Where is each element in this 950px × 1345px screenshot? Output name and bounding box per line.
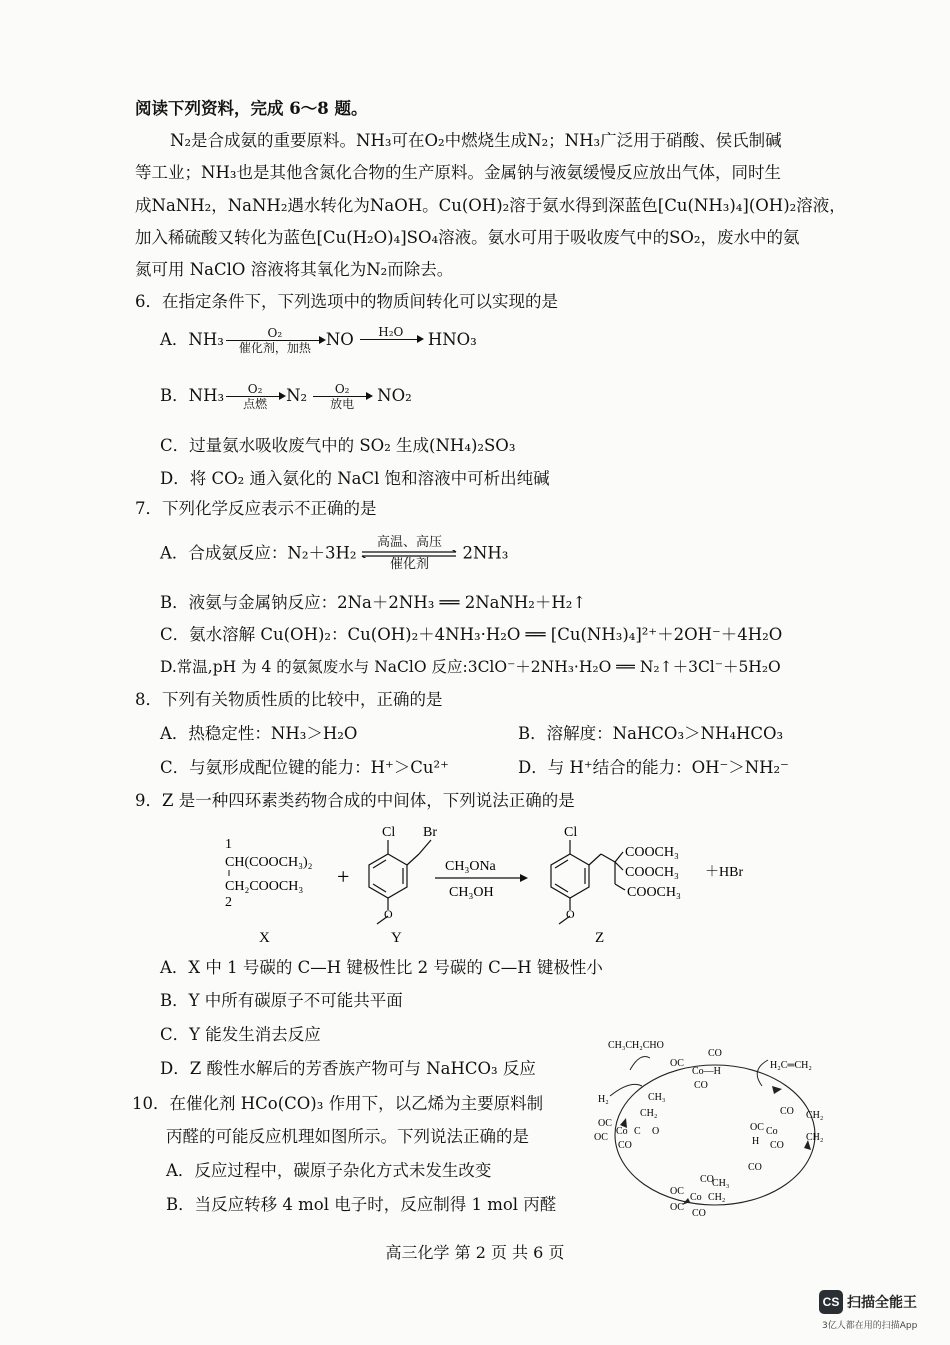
- camscanner-logo-icon: CS: [819, 1290, 843, 1314]
- camscanner-brand-name: 扫描全能王: [847, 1295, 917, 1311]
- page-footer: 高三化学 第 2 页 共 6 页: [385, 1243, 565, 1262]
- passage-line-1: N₂是合成氨的重要原料。NH₃可在O₂中燃烧生成N₂；NH₃广泛用于硝酸、侯氏制碱: [170, 131, 782, 150]
- svg-text:CO: CO: [748, 1162, 762, 1173]
- svg-text:C: C: [634, 1126, 641, 1137]
- passage-line-2: 等工业；NH₃也是其他含氮化合物的生产原料。金属钠与液氨缓慢反应放出气体，同时生: [135, 163, 781, 182]
- y-cl: Cl: [382, 825, 396, 840]
- q7-option-b: B．液氨与金属钠反应：2Na＋2NH₃ ══ 2NaNH₂＋H₂↑: [160, 593, 587, 612]
- svg-text:CH₂: CH₂: [806, 1110, 824, 1121]
- q8-option-c: C．与氨形成配位键的能力：H⁺＞Cu²⁺: [160, 758, 449, 777]
- svg-text:CO: CO: [708, 1048, 722, 1059]
- svg-text:Co: Co: [766, 1126, 778, 1137]
- svg-text:CO: CO: [700, 1174, 714, 1185]
- passage-line-4: 加入稀硫酸又转化为蓝色[Cu(H₂O)₄]SO₄溶液。氨水可用于吸收废气中的SO₂，废水中的氨: [135, 228, 800, 247]
- q7-option-d: D.常温,pH 为 4 的氨氮废水与 NaClO 反应:3ClO⁻＋2NH₃·H₂O ══ N₂↑＋3Cl⁻＋5H₂O: [160, 658, 781, 676]
- y-br: Br: [423, 825, 437, 840]
- z-ester-3: COOCH₃: [627, 885, 681, 900]
- q10-option-b: B．当反应转移 4 mol 电子时，反应制得 1 mol 丙醛: [166, 1195, 557, 1214]
- q8-option-b: B．溶解度：NaHCO₃＞NH₄HCO₃: [518, 724, 784, 743]
- plus-sign: +: [337, 864, 350, 889]
- q10-option-a: A．反应过程中，碳原子杂化方式未发生改变: [166, 1161, 492, 1180]
- svg-text:CH₃: CH₃: [712, 1178, 730, 1189]
- q6-option-b: B．NH₃ O₂ 点燃 N₂ O₂ 放电 NO₂: [160, 382, 412, 411]
- svg-text:OC: OC: [598, 1118, 612, 1129]
- q6-option-a: A．NH₃ O₂ 催化剂，加热 NO H₂O HNO₃: [160, 325, 477, 355]
- x-line-2: CH₂COOCH₃: [225, 879, 304, 894]
- q9-option-d: D．Z 酸性水解后的芳香族产物可与 NaHCO₃ 反应: [160, 1059, 536, 1078]
- q10-stem-1: 10．在催化剂 HCo(CO)₃ 作用下，以乙烯为主要原料制: [132, 1094, 544, 1113]
- x-number-1: 1: [225, 837, 232, 852]
- svg-text:CO: CO: [770, 1140, 784, 1151]
- q8-option-d: D．与 H⁺结合的能力：OH⁻＞NH₂⁻: [518, 758, 789, 777]
- q6-b-arrow2: O₂ 放电: [313, 382, 371, 411]
- q9-option-c: C．Y 能发生消去反应: [160, 1025, 321, 1044]
- q7-option-a: A．合成氨反应：N₂＋3H₂ 高温、高压 催化剂 2NH₃: [160, 535, 509, 572]
- q6-a-arrow2: H₂O: [360, 325, 422, 340]
- svg-text:H: H: [752, 1136, 760, 1147]
- q8-stem: 8．下列有关物质性质的比较中，正确的是: [135, 690, 443, 709]
- svg-text:Co: Co: [690, 1192, 702, 1203]
- camscanner-slogan: 3亿人都在用的扫描App: [822, 1321, 918, 1331]
- x-label: X: [259, 930, 270, 946]
- svg-text:O: O: [384, 907, 393, 921]
- q9-option-a: A．X 中 1 号碳的 C—H 键极性比 2 号碳的 C—H 键极性小: [160, 958, 603, 977]
- q6-b-arrow1: O₂ 点燃: [226, 382, 284, 411]
- svg-text:CH₂: CH₂: [708, 1192, 726, 1203]
- svg-text:O: O: [566, 907, 575, 921]
- svg-text:CO: CO: [618, 1140, 632, 1151]
- svg-text:CO: CO: [692, 1208, 706, 1219]
- q8-option-a: A．热稳定性：NH₃＞H₂O: [160, 724, 358, 743]
- svg-text:CO: CO: [780, 1106, 794, 1117]
- svg-text:CH₂: CH₂: [806, 1132, 824, 1143]
- q7-a-reversible-arrow: 高温、高压 催化剂: [360, 536, 458, 572]
- h2-label: H₂: [598, 1094, 609, 1105]
- q9-stem: 9．Z 是一种四环素类药物合成的中间体，下列说法正确的是: [135, 791, 575, 810]
- svg-text:OC: OC: [750, 1122, 764, 1133]
- q6-option-d: D．将 CO₂ 通入氨化的 NaCl 饱和溶液中可析出纯碱: [160, 469, 550, 488]
- y-label: Y: [391, 930, 402, 946]
- svg-text:O: O: [652, 1126, 660, 1137]
- q6-stem: 6．在指定条件下，下列选项中的物质间转化可以实现的是: [135, 292, 558, 311]
- x-line-1: CH(COOCH₃)₂: [225, 855, 313, 870]
- svg-text:CH₂: CH₂: [640, 1108, 658, 1119]
- z-ester-2: COOCH₃: [625, 865, 679, 880]
- reagent-top: CH₃ONa: [445, 859, 496, 874]
- catalytic-cycle-diagram: [590, 1030, 840, 1225]
- svg-text:CH₃: CH₃: [648, 1092, 666, 1103]
- z-hbr: ＋HBr: [705, 865, 744, 880]
- svg-text:OC: OC: [594, 1132, 608, 1143]
- passage-intro: 阅读下列资料，完成 6～8 题。: [135, 99, 368, 118]
- z-ester-1: COOCH₃: [625, 845, 679, 860]
- z-label: Z: [595, 930, 605, 946]
- svg-text:OC: OC: [670, 1202, 684, 1213]
- x-number-2: 2: [225, 895, 232, 910]
- q9-reaction-scheme: [195, 818, 775, 948]
- svg-text:Co—H: Co—H: [692, 1066, 721, 1077]
- q9-option-b: B．Y 中所有碳原子不可能共平面: [160, 991, 403, 1010]
- y-benzene-ring: [369, 840, 431, 924]
- z-benzene-ring: [551, 840, 625, 924]
- ethylene-label: H₂C═CH₂: [770, 1060, 812, 1071]
- passage-line-3: 成NaNH₂，NaNH₂遇水转化为NaOH。Cu(OH)₂溶于氨水得到深蓝色[Cu(NH₃)₄](OH)₂溶液，: [135, 196, 846, 215]
- q7-option-c: C．氨水溶解 Cu(OH)₂：Cu(OH)₂＋4NH₃·H₂O ══ [Cu(NH₃)₄]²⁺＋2OH⁻＋4H₂O: [160, 625, 783, 644]
- reagent-bottom: CH₃OH: [449, 885, 494, 900]
- svg-text:CO: CO: [694, 1080, 708, 1091]
- svg-text:OC: OC: [670, 1186, 684, 1197]
- propanal-label: CH₃CH₂CHO: [608, 1040, 664, 1051]
- z-cl: Cl: [564, 825, 578, 840]
- q10-stem-2: 丙醛的可能反应机理如图所示。下列说法正确的是: [166, 1127, 529, 1146]
- svg-text:OC: OC: [670, 1058, 684, 1069]
- q6-a-arrow1: O₂ 催化剂，加热: [226, 326, 324, 355]
- svg-text:Co: Co: [616, 1126, 628, 1137]
- passage-line-5: 氮可用 NaClO 溶液将其氧化为N₂而除去。: [135, 260, 454, 279]
- q7-stem: 7．下列化学反应表示不正确的是: [135, 499, 377, 518]
- q6-option-c: C．过量氨水吸收废气中的 SO₂ 生成(NH₄)₂SO₃: [160, 436, 516, 455]
